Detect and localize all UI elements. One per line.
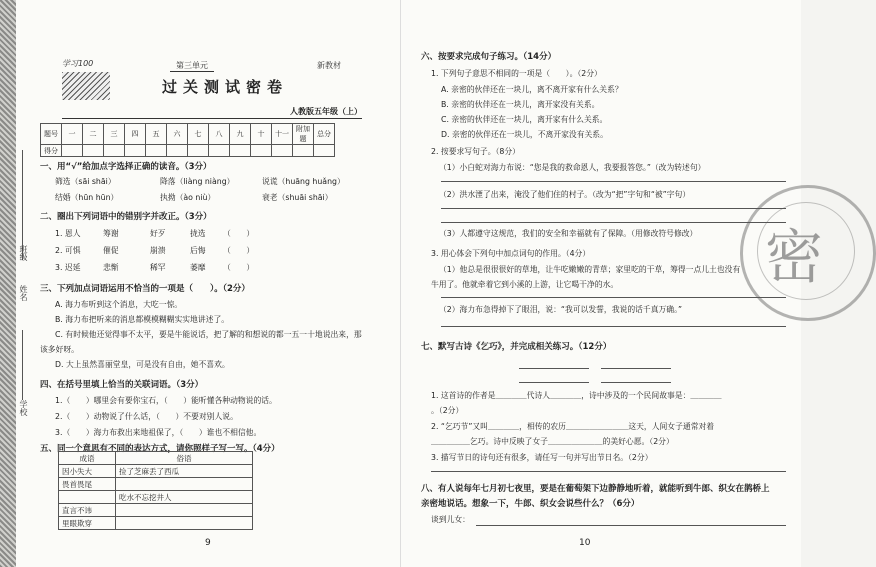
section-8-title-cont: 亲密地说话。想象一下，牛郎、织女会说些什么？（6分） (421, 499, 640, 509)
idiom-cell[interactable]: 畏首畏尾 (59, 478, 116, 491)
saying-cell[interactable] (116, 517, 253, 530)
score-header-cell: 三 (104, 124, 125, 145)
q6-2-item: （1）小白蛇对海力布说：“您是我的救命恩人，我要报答您。”（改为转述句） (439, 163, 706, 172)
saying-cell[interactable] (116, 504, 253, 517)
score-header-cell: 附加题 (293, 124, 314, 145)
q6-1-option-d: D. 亲密的伙伴还在一块儿，不离开家没有关系。 (441, 130, 608, 139)
score-header-cell: 十 (251, 124, 272, 145)
idiom-table (58, 451, 253, 530)
q6-3-item1-cont: 牛用了。他就牵着它到小溪的上游，让它喝干净的水。 (431, 280, 619, 289)
pinyin-item[interactable]: 执拗（ào niù） (160, 193, 216, 202)
q7-1-tail: 。（2分） (431, 406, 464, 415)
score-cell[interactable] (230, 145, 251, 157)
pinyin-item[interactable]: 衰老（shuāi shāi） (262, 193, 333, 202)
score-header-cell: 六 (167, 124, 188, 145)
conjunction-item[interactable]: 3.（ ）海力布救出来地祖保了，（ ）谁也不相信他。 (55, 428, 262, 437)
q6-3-item2: （2）海力布急得掉下了眼泪，说：“我可以发誓，我说的话千真万确。” (439, 305, 683, 314)
section-7-title: 七、默写古诗《乞巧》，并完成相关练习。（12分） (421, 342, 612, 352)
score-cell[interactable] (272, 145, 293, 157)
margin-line (22, 150, 23, 260)
pinyin-item[interactable]: 结婚（hūn hūn） (55, 193, 119, 202)
score-cell[interactable] (62, 145, 83, 157)
score-header-cell: 一 (62, 124, 83, 145)
word: 后悔 (190, 246, 206, 255)
idiom-cell[interactable]: 因小失大 (59, 465, 116, 478)
q6-1-option-a: A. 亲密的伙伴还在一块儿，离不离开家有什么关系？ (441, 85, 623, 94)
margin-label-class: 班级 (19, 245, 28, 261)
idiom-cell[interactable]: 直言不讳 (59, 504, 116, 517)
col-header-saying: 俗语 (116, 452, 253, 465)
option-c: C. 有时候他还觉得事不太平，要是牛能说话，把了解的和想说的都一五一十地说出来，那 (55, 330, 362, 339)
answer-line[interactable] (441, 326, 786, 327)
margin-line (22, 330, 23, 400)
option-d: D. 大上虽然喜丽堂皇，可是没有自由，她不喜欢。 (55, 360, 230, 369)
answer-line[interactable] (441, 222, 786, 223)
secret-stamp (740, 185, 876, 321)
poem-line[interactable] (519, 382, 589, 383)
header-rule (62, 118, 362, 119)
section-2-title: 二、圈出下列词语中的错别字并改正。（3分） (40, 212, 212, 222)
word-row-1 (55, 228, 255, 239)
word: 稀罕 (150, 263, 166, 272)
section-5-title: 五、同一个意思有不同的表达方式，请你照样子写一写。（4分） (40, 444, 280, 454)
left-page (0, 0, 400, 567)
conjunction-item[interactable]: 2.（ ）动物说了什么话，（ ）不要对别人说。 (55, 412, 238, 421)
q6-1-option-c: C. 亲密的伙伴还在一块儿，离开家有什么关系。 (441, 115, 608, 124)
pinyin-item[interactable]: 说谎（huāng huǎng） (262, 177, 345, 186)
word: 萎靡 (190, 263, 206, 272)
poem-line[interactable] (601, 368, 671, 369)
answer-line[interactable] (441, 297, 786, 298)
option-b: B. 海力布把听来的消息都模模糊糊实实地讲述了。 (55, 315, 230, 324)
q8-prompt: 谈到儿女： (431, 515, 470, 524)
q6-1: 1. 下列句子意思不相同的一项是（ ）。（2分） (431, 69, 602, 78)
word: 2. 可惧 (55, 246, 81, 255)
answer-blank[interactable]: （ ） (223, 229, 255, 238)
score-cell[interactable] (314, 145, 335, 157)
score-header-cell: 七 (188, 124, 209, 145)
saying-cell[interactable] (116, 478, 253, 491)
word: 3. 迟延 (55, 263, 81, 272)
word: 好歹 (150, 229, 166, 238)
q6-3: 3. 用心体会下列句中加点词句的作用。（4分） (431, 249, 591, 258)
score-cell[interactable] (167, 145, 188, 157)
q6-3-item1: （1）他总是很很很好的草地，让牛吃嫩嫩的青草；家里吃的干草，筹得一点儿土也没有 (439, 265, 741, 274)
conjunction-item[interactable]: 1.（ ）哪里会有要你宝石，（ ）能听懂各种动物说的话。 (55, 396, 277, 405)
section-6-title: 六、按要求完成句子练习。（14分） (421, 52, 557, 62)
poem-line[interactable] (519, 368, 589, 369)
q6-1-option-b: B. 亲密的伙伴还在一块儿，离开家没有关系。 (441, 100, 600, 109)
score-cell[interactable] (209, 145, 230, 157)
idiom-cell[interactable]: 里眼欺穿 (59, 517, 116, 530)
score-cell[interactable] (293, 145, 314, 157)
decorative-hatch (62, 72, 110, 100)
option-a: A. 海力布听到这个消息，大吃一惊。 (55, 300, 183, 309)
poem-line[interactable] (601, 382, 671, 383)
grade-label: 人教版五年级（上） (290, 107, 362, 116)
q7-2: 2. “乞巧节”又叫＿＿＿＿，相传的农历＿＿＿＿＿＿＿＿这天，人间女子通常对着 (431, 422, 715, 431)
word: 崩溃 (150, 246, 166, 255)
brand-logo: 学习100 (62, 59, 94, 68)
section-8-title: 八、有人说每年七月初七夜里，要是在葡萄架下边静静地听着，就能听到牛郎、织女在鹊桥上 (421, 484, 770, 494)
saying-cell[interactable]: 吃水不忘挖井人 (116, 491, 253, 504)
stamp-character: 密 (765, 223, 824, 291)
score-header-cell: 四 (125, 124, 146, 145)
pinyin-item[interactable]: 筛选（sāi shāi） (55, 177, 116, 186)
answer-line[interactable] (476, 525, 786, 526)
score-header-cell: 总分 (314, 124, 335, 145)
answer-line[interactable] (441, 181, 786, 182)
word-row-2 (55, 245, 255, 256)
section-1-title: 一、用“√”给加点字选择正确的读音。（3分） (40, 162, 212, 172)
page-title: 过关测试密卷 (162, 78, 289, 96)
score-header-cell: 八 (209, 124, 230, 145)
score-cell[interactable] (83, 145, 104, 157)
page-number-right: 10 (579, 538, 591, 548)
unit-label: 第三单元 (170, 60, 214, 72)
option-c-cont: 该多好呀。 (40, 345, 79, 354)
score-header-cell: 五 (146, 124, 167, 145)
margin-label-school: 学校 (19, 400, 28, 416)
saying-cell[interactable]: 捡了芝麻丢了西瓜 (116, 465, 253, 478)
margin-label-name: 姓名 (19, 285, 28, 301)
right-page (400, 0, 801, 567)
page-number-left: 9 (205, 538, 211, 548)
word: 催促 (103, 246, 119, 255)
q7-1: 1. 这首诗的作者是＿＿＿＿代诗人＿＿＿＿，诗中涉及的一个民间故事是：＿＿＿＿ (431, 391, 722, 400)
score-cell[interactable] (251, 145, 272, 157)
word: 悲惭 (103, 263, 119, 272)
score-cell[interactable] (125, 145, 146, 157)
binding-strip (0, 0, 16, 567)
idiom-cell[interactable] (59, 491, 116, 504)
word: 1. 恩人 (55, 229, 81, 238)
score-cell[interactable] (146, 145, 167, 157)
answer-line[interactable] (441, 208, 786, 209)
new-material-label: 新教材 (317, 61, 341, 70)
q7-3: 3. 描写节日的诗句还有很多，请任写一句并写出节日名。（2分） (431, 453, 653, 462)
pinyin-item[interactable]: 降落（liàng niàng） (160, 177, 235, 186)
answer-blank[interactable]: （ ） (223, 263, 255, 272)
word-row-3 (55, 262, 255, 273)
score-header-cell: 题号 (41, 124, 62, 145)
q6-2-item: （2）洪水湮了出来，淹没了他们住的村子。（改为“把”字句和“被”字句） (439, 190, 691, 199)
q6-2: 2. 按要求写句子。（8分） (431, 147, 520, 156)
q7-2-cont: ＿＿＿＿＿乞巧。诗中反映了女子＿＿＿＿＿＿＿的美好心愿。（2分） (431, 437, 674, 446)
q6-2-item: （3）人都遵守这规范，我们的安全和幸福就有了保障。（用修改符号修改） (439, 229, 698, 238)
score-cell[interactable] (188, 145, 209, 157)
col-header-idiom: 成语 (59, 452, 116, 465)
score-cell[interactable] (104, 145, 125, 157)
score-header-cell: 十一 (272, 124, 293, 145)
word: 筹谢 (103, 229, 119, 238)
score-table (40, 123, 335, 157)
score-header-cell: 九 (230, 124, 251, 145)
answer-line[interactable] (431, 471, 786, 472)
exam-header (62, 58, 362, 118)
section-3-title: 三、下列加点词语运用不恰当的一项是（ ）。（2分） (40, 284, 250, 294)
answer-blank[interactable]: （ ） (223, 246, 255, 255)
score-header-cell: 二 (83, 124, 104, 145)
word: 拢选 (190, 229, 206, 238)
section-4-title: 四、在括号里填上恰当的关联词语。（3分） (40, 380, 204, 390)
score-row-label: 得分 (41, 145, 62, 157)
